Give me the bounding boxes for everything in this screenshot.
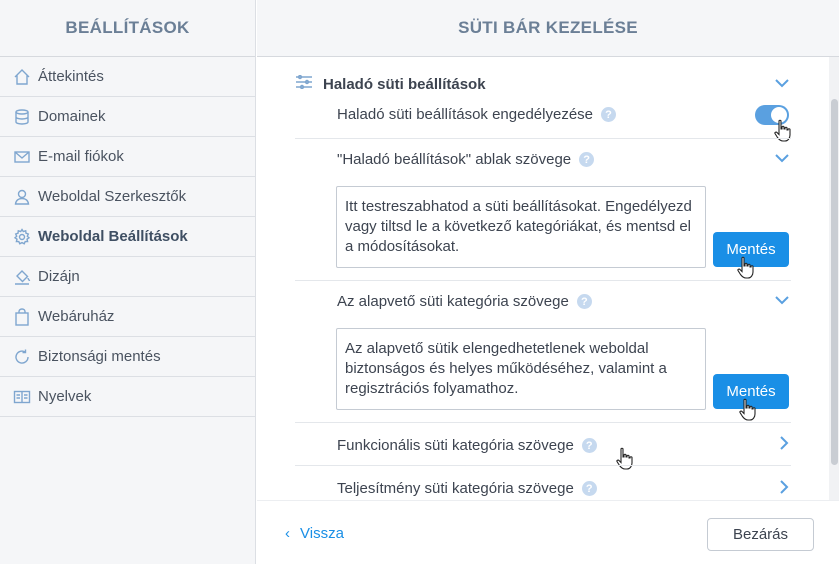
sidebar-title: BEÁLLÍTÁSOK [65,18,190,37]
sidebar-item-backup[interactable] [0,337,255,377]
sidebar-item-label: Nyelvek [38,388,92,405]
sidebar-item-website-settings[interactable] [0,217,255,257]
sidebar-item-label: Weboldal Beállítások [38,228,188,245]
popup-text-textarea[interactable]: Itt testreszabhatod a süti beállításokat. Engedélyezd vagy tiltsd le a következő kategóriákat, és mentsd el a módosításokat. [336,186,706,268]
page-title: SÜTI BÁR KEZELÉSE [458,18,638,37]
sidebar-item-label: Domainek [38,108,106,125]
chevron-right-icon[interactable] [776,479,792,495]
scrollbar-thumb[interactable] [831,99,838,465]
essential-text-textarea[interactable]: Az alapvető sütik elengedhetetlenek weboldal biztonságos és helyes működéséhez, valamint a regisztrációs folyamathoz. [336,328,706,410]
sidebar-item-label: Dizájn [38,268,80,285]
sidebar-item-domains[interactable] [0,97,255,137]
hand-cursor-icon [773,119,793,143]
chevron-down-icon[interactable] [774,292,790,308]
toggle-row [337,106,616,123]
sidebar-item-label: Biztonsági mentés [38,348,161,365]
help-icon[interactable]: ? [579,152,594,167]
essential-category-row[interactable] [337,293,592,310]
divider [295,280,791,281]
row-label: Teljesítmény süti kategória szövege [337,480,574,497]
sidebar-item-label: Áttekintés [38,68,104,85]
settings-sidebar [0,0,256,564]
database-icon [12,107,32,127]
back-link[interactable] [285,525,344,542]
row-label: Funkcionális süti kategória szövege [337,437,574,454]
chevron-right-icon[interactable] [776,435,792,451]
chevron-down-icon[interactable] [774,150,790,166]
sidebar-item-design[interactable] [0,257,255,297]
hand-cursor-icon [736,256,756,280]
sidebar-item-label: Weboldal Szerkesztők [38,188,187,205]
help-icon[interactable]: ? [582,438,597,453]
scrollbar[interactable] [829,57,839,500]
divider [295,422,791,423]
gear-icon [12,227,32,247]
home-icon [12,67,32,87]
popup-text-row[interactable] [337,151,594,168]
chevron-down-icon[interactable] [774,75,790,91]
divider [295,138,791,139]
save-button[interactable]: Mentés [713,232,789,267]
hand-cursor-icon [615,447,635,471]
main-panel [257,0,839,564]
functional-category-row[interactable] [337,437,597,454]
language-icon [12,387,32,407]
sidebar-item-email-accounts[interactable] [0,137,255,177]
sidebar-item-label: Webáruház [38,308,115,325]
envelope-icon [12,147,32,167]
sliders-icon [295,75,313,94]
main-header [257,0,839,57]
shopping-bag-icon [12,307,32,327]
sidebar-header [0,0,255,57]
sidebar-item-webshop[interactable] [0,297,255,337]
performance-category-row[interactable] [337,480,597,497]
refresh-icon [12,347,32,367]
chevron-left-icon: ‹ [285,525,290,542]
help-icon[interactable]: ? [577,294,592,309]
back-label: Vissza [300,525,344,542]
row-label: "Haladó beállítások" ablak szövege [337,151,572,168]
sidebar-item-languages[interactable] [0,377,255,417]
paint-bucket-icon [12,267,32,287]
section-title: Haladó süti beállítások [323,75,486,93]
sidebar-item-website-editors[interactable] [0,177,255,217]
help-icon[interactable]: ? [582,481,597,496]
close-button[interactable]: Bezárás [707,518,814,551]
dialog-footer [257,500,839,564]
save-button[interactable]: Mentés [713,374,789,409]
divider [295,465,791,466]
sidebar-item-overview[interactable] [0,57,255,97]
row-label: Az alapvető süti kategória szövege [337,293,569,310]
user-icon [12,187,32,207]
help-icon[interactable]: ? [601,107,616,122]
toggle-label: Haladó süti beállítások engedélyezése [337,106,594,123]
section-header[interactable] [295,71,791,97]
settings-content [257,57,829,500]
sidebar-item-label: E-mail fiókok [38,148,124,165]
hand-cursor-icon [738,398,758,422]
